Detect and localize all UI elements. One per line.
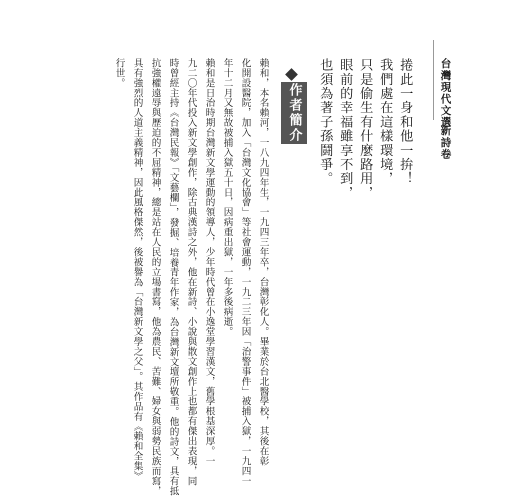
poem-line: 我們處在這樣環境， xyxy=(377,58,393,186)
running-header-book-title: 台灣現代文選 xyxy=(439,58,452,129)
poem-line: 也須為著子孫鬪爭。 xyxy=(317,58,333,186)
poem-line: 只是偷生有什麼路用， xyxy=(357,58,373,200)
section-heading-author-intro: 作者簡介 xyxy=(281,82,307,144)
bio-line: 九二〇年代投入新文學創作，除古典漢詩之外，他在新詩、小說與散文創作上也都有傑出表現，同 xyxy=(185,58,197,486)
bio-line: 時曾經主持《台灣民報》「文藝欄」，發掘、培養青年作家，為台灣新文壇所敬重。他的詩文，具有抵 xyxy=(167,58,179,497)
bio-line: 賴和，本名賴河，一八九四年生，一九四三年卒，台灣彰化人。畢業於台北醫學校，其後在彰 xyxy=(257,58,269,466)
diamond-bullet-icon xyxy=(285,68,298,81)
poem-line: 捲此一身和他一拚！ xyxy=(397,58,413,186)
bio-line: 抗強權遠辱與歷迫的不屈精神，總是站在人民的立場書寫，他為農民、苦難、婦女與弱勢民族而寫， xyxy=(149,58,161,496)
bio-line: 賴和是日治時期台灣新文學運動的領導人，少年時代曾在小逸堂學習漢文，舊學根基深厚。一 xyxy=(203,58,215,466)
header-rule xyxy=(433,40,434,120)
running-header-volume: 新詩卷 xyxy=(439,125,452,161)
bio-line: 化開設醫院，加入「台灣文化協會」等社會運動，一九二三年因「治警事件」被捕入獄，一九四一 xyxy=(239,58,251,486)
bio-line: 行世。 xyxy=(113,58,125,88)
bio-line: 具有強烈的人道主義精神，因此風格傑然，後被譽為「台灣新文學之父」。其作品有《賴和全集》 xyxy=(131,58,143,482)
poem-line: 眼前的幸福雖享不到， xyxy=(337,58,353,200)
bio-line: 年十二月又無故被捕入獄五十日，因病重出獄，一年多後病逝。 xyxy=(221,58,233,337)
